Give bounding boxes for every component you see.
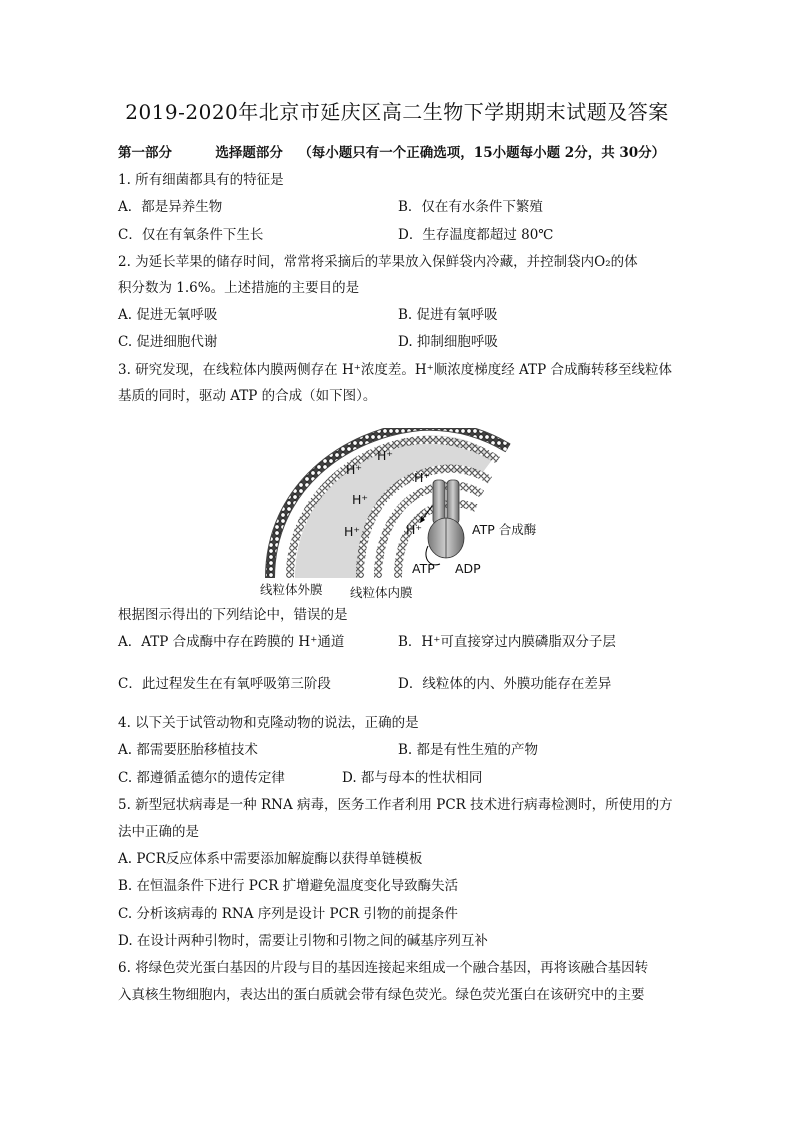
q2-stem-line2: 积分数为 1.6%。上述措施的主要目的是 — [118, 280, 360, 296]
q5-stem-line1: 5. 新型冠状病毒是一种 RNA 病毒，医务工作者利用 PCR 技术进行病毒检测时，所使用的方 — [118, 797, 673, 813]
page-title: 2019-2020年北京市延庆区高二生物下学期期末试题及答案 — [125, 100, 669, 124]
mitochondria-figure — [250, 428, 550, 606]
q6-stem-line1: 6. 将绿色荧光蛋白基因的片段与目的基因连接起来组成一个融合基因，再将该融合基因转 — [118, 960, 649, 976]
q4-option-b: B. 都是有性生殖的产物 — [398, 742, 539, 758]
q3-option-b: B．H⁺可直接穿过内膜磷脂双分子层 — [398, 634, 616, 650]
q4-stem: 4. 以下关于试管动物和克隆动物的说法，正确的是 — [118, 715, 419, 731]
q5-option-b: B. 在恒温条件下进行 PCR 扩增避免温度变化导致酶失活 — [118, 878, 459, 894]
h-plus-label-3: H⁺ — [352, 492, 368, 507]
part1-section: 选择题部分 — [215, 145, 283, 161]
q5-option-c: C. 分析该病毒的 RNA 序列是设计 PCR 引物的前提条件 — [118, 906, 458, 922]
part1-header — [118, 144, 665, 162]
q5-option-d: D. 在设计两种引物时，需要让引物和引物之间的碱基序列互补 — [118, 933, 488, 949]
part1-instructions: （每小题只有一个正确选项，15小题每小题 2分，共 30分） — [298, 145, 666, 161]
q1-option-d: D．生存温度都超过 80℃ — [398, 227, 554, 243]
q3-question: 根据图示得出的下列结论中，错误的是 — [118, 607, 348, 623]
atp-synthase-label: ATP 合成酶 — [472, 522, 537, 537]
atp-synthase-stalk-left — [433, 480, 445, 524]
h-plus-label-5: H⁺ — [414, 470, 430, 485]
h-plus-label-6: H⁺ — [406, 522, 422, 537]
q2-option-a: A. 促进无氧呼吸 — [118, 307, 218, 323]
q1-option-a: A．都是异养生物 — [118, 199, 223, 215]
q5-stem-line2: 法中正确的是 — [118, 824, 199, 840]
h-plus-label-2: H⁺ — [377, 448, 393, 463]
q1-option-c: C．仅在有氧条件下生长 — [118, 227, 264, 243]
h-plus-label-4: H⁺ — [344, 524, 360, 539]
q1-stem: 1. 所有细菌都具有的特征是 — [118, 172, 284, 188]
q5-option-a: A. PCR反应体系中需要添加解旋酶以获得单链模板 — [118, 851, 423, 867]
q3-option-a: A．ATP 合成酶中存在跨膜的 H⁺通道 — [118, 634, 345, 650]
atp-synthase-stalk-right — [447, 480, 459, 524]
h-plus-label-1: H⁺ — [346, 462, 362, 477]
q4-option-d: D. 都与母本的性状相同 — [342, 770, 483, 786]
atp-label: ATP — [412, 561, 435, 576]
outer-membrane-label: 线粒体外膜 — [260, 582, 323, 597]
q2-option-c: C. 促进细胞代谢 — [118, 334, 218, 350]
q3-stem-line2: 基质的同时，驱动 ATP 的合成（如下图）。 — [118, 388, 377, 404]
q4-option-a: A. 都需要胚胎移植技术 — [118, 742, 258, 758]
inner-membrane-label: 线粒体内膜 — [350, 585, 413, 600]
q1-option-b: B．仅在有水条件下繁殖 — [398, 199, 543, 215]
q2-option-d: D. 抑制细胞呼吸 — [398, 334, 498, 350]
part1-heading: 第一部分 — [118, 145, 172, 161]
q2-option-b: B. 促进有氧呼吸 — [398, 307, 498, 323]
q3-stem-line1: 3. 研究发现，在线粒体内膜两侧存在 H⁺浓度差。H⁺顺浓度梯度经 ATP 合成酶转移至线粒体 — [118, 362, 672, 378]
q6-stem-line2: 入真核生物细胞内，表达出的蛋白质就会带有绿色荧光。绿色荧光蛋白在该研究中的主要 — [118, 987, 645, 1003]
adp-label: ADP — [455, 561, 481, 576]
q4-option-c: C. 都遵循孟德尔的遗传定律 — [118, 770, 285, 786]
q3-option-c: C．此过程发生在有氧呼吸第三阶段 — [118, 676, 331, 692]
q2-stem-line1: 2. 为延长苹果的储存时间，常常将采摘后的苹果放入保鲜袋内冷藏，并控制袋内O₂的体 — [118, 254, 638, 270]
q3-option-d: D．线粒体的内、外膜功能存在差异 — [398, 676, 612, 692]
